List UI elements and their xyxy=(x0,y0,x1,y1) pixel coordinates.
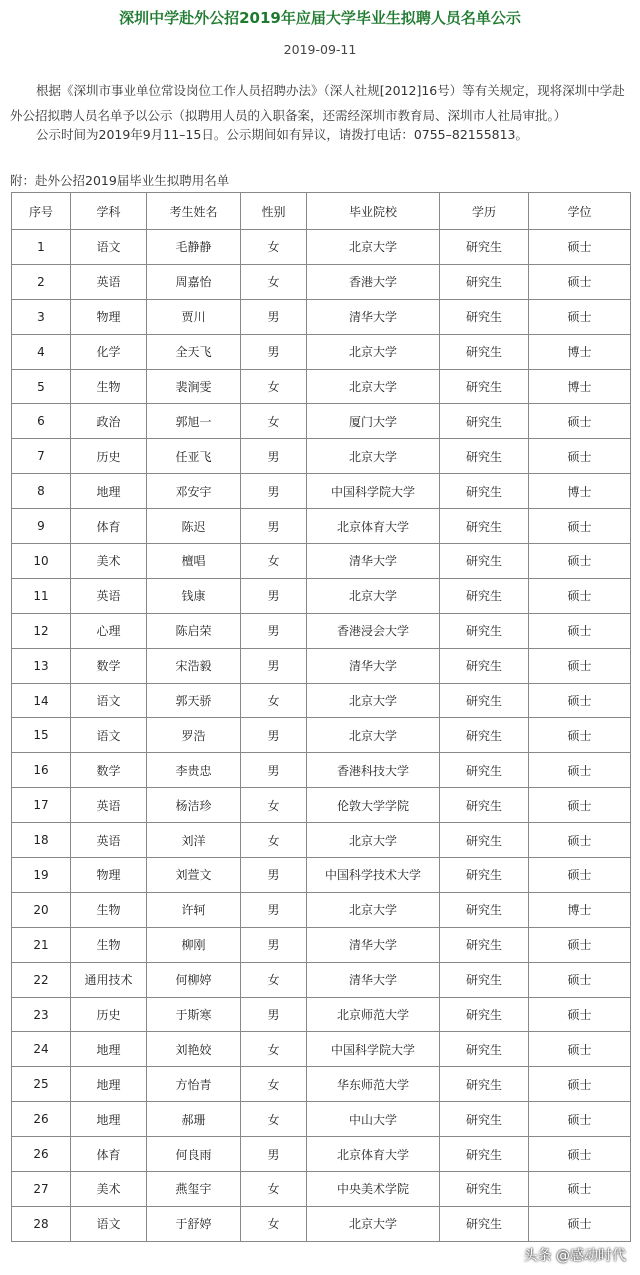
cell-subject: 英语 xyxy=(71,788,147,823)
cell-index: 14 xyxy=(12,683,71,718)
cell-name: 钱康 xyxy=(147,578,241,613)
cell-school: 北京大学 xyxy=(307,718,440,753)
cell-subject: 通用技术 xyxy=(71,962,147,997)
cell-degree: 硕士 xyxy=(529,823,631,858)
table-row xyxy=(12,264,631,299)
cell-education: 研究生 xyxy=(440,962,529,997)
cell-education: 研究生 xyxy=(440,578,529,613)
cell-name: 杨洁珍 xyxy=(147,788,241,823)
cell-education: 研究生 xyxy=(440,892,529,927)
cell-school: 清华大学 xyxy=(307,962,440,997)
table-row xyxy=(12,613,631,648)
cell-school: 伦敦大学学院 xyxy=(307,788,440,823)
cell-gender: 男 xyxy=(241,613,307,648)
cell-index: 25 xyxy=(12,1067,71,1102)
cell-index: 3 xyxy=(12,299,71,334)
cell-gender: 男 xyxy=(241,1137,307,1172)
cell-gender: 女 xyxy=(241,788,307,823)
cell-index: 16 xyxy=(12,753,71,788)
cell-gender: 女 xyxy=(241,544,307,579)
cell-school: 北京体育大学 xyxy=(307,1137,440,1172)
cell-gender: 男 xyxy=(241,509,307,544)
cell-index: 4 xyxy=(12,334,71,369)
header-name: 考生姓名 xyxy=(147,193,241,230)
cell-gender: 男 xyxy=(241,927,307,962)
cell-education: 研究生 xyxy=(440,1172,529,1207)
cell-degree: 博士 xyxy=(529,892,631,927)
cell-gender: 男 xyxy=(241,578,307,613)
cell-name: 方怡青 xyxy=(147,1067,241,1102)
cell-degree: 博士 xyxy=(529,474,631,509)
cell-subject: 地理 xyxy=(71,1032,147,1067)
cell-degree: 硕士 xyxy=(529,439,631,474)
cell-name: 何良雨 xyxy=(147,1137,241,1172)
cell-gender: 女 xyxy=(241,1032,307,1067)
cell-index: 12 xyxy=(12,613,71,648)
table-row xyxy=(12,474,631,509)
table-row xyxy=(12,509,631,544)
cell-index: 23 xyxy=(12,997,71,1032)
cell-degree: 硕士 xyxy=(529,264,631,299)
cell-degree: 硕士 xyxy=(529,1067,631,1102)
cell-subject: 美术 xyxy=(71,544,147,579)
cell-subject: 生物 xyxy=(71,927,147,962)
cell-education: 研究生 xyxy=(440,718,529,753)
cell-subject: 生物 xyxy=(71,369,147,404)
cell-index: 20 xyxy=(12,892,71,927)
cell-gender: 男 xyxy=(241,753,307,788)
cell-education: 研究生 xyxy=(440,369,529,404)
cell-index: 10 xyxy=(12,544,71,579)
cell-education: 研究生 xyxy=(440,788,529,823)
cell-degree: 硕士 xyxy=(529,648,631,683)
cell-subject: 化学 xyxy=(71,334,147,369)
table-header-row xyxy=(12,193,631,230)
cell-subject: 心理 xyxy=(71,613,147,648)
cell-education: 研究生 xyxy=(440,1137,529,1172)
table-row xyxy=(12,858,631,893)
cell-subject: 物理 xyxy=(71,858,147,893)
cell-gender: 男 xyxy=(241,892,307,927)
cell-index: 2 xyxy=(12,264,71,299)
table-row xyxy=(12,962,631,997)
table-row xyxy=(12,788,631,823)
cell-school: 中央美术学院 xyxy=(307,1172,440,1207)
cell-subject: 地理 xyxy=(71,474,147,509)
cell-subject: 英语 xyxy=(71,823,147,858)
cell-subject: 物理 xyxy=(71,299,147,334)
cell-education: 研究生 xyxy=(440,1102,529,1137)
table-row xyxy=(12,439,631,474)
cell-degree: 硕士 xyxy=(529,997,631,1032)
cell-degree: 硕士 xyxy=(529,683,631,718)
cell-gender: 女 xyxy=(241,369,307,404)
cell-name: 贾川 xyxy=(147,299,241,334)
cell-gender: 女 xyxy=(241,1206,307,1241)
cell-subject: 语文 xyxy=(71,1206,147,1241)
cell-gender: 男 xyxy=(241,439,307,474)
table-row xyxy=(12,753,631,788)
cell-index: 26 xyxy=(12,1137,71,1172)
cell-school: 中国科学院大学 xyxy=(307,474,440,509)
cell-index: 27 xyxy=(12,1172,71,1207)
appendix-caption: 附：赴外公招2019届毕业生拟聘用名单 xyxy=(10,173,230,188)
table-row xyxy=(12,404,631,439)
header-degree: 学位 xyxy=(529,193,631,230)
cell-index: 26 xyxy=(12,1102,71,1137)
cell-degree: 硕士 xyxy=(529,1137,631,1172)
cell-gender: 男 xyxy=(241,299,307,334)
cell-name: 郝珊 xyxy=(147,1102,241,1137)
header-subject: 学科 xyxy=(71,193,147,230)
cell-subject: 地理 xyxy=(71,1067,147,1102)
cell-school: 华东师范大学 xyxy=(307,1067,440,1102)
cell-name: 郭天骄 xyxy=(147,683,241,718)
cell-gender: 男 xyxy=(241,648,307,683)
cell-degree: 硕士 xyxy=(529,1206,631,1241)
table-row xyxy=(12,892,631,927)
cell-degree: 硕士 xyxy=(529,962,631,997)
cell-school: 香港科技大学 xyxy=(307,753,440,788)
cell-gender: 男 xyxy=(241,997,307,1032)
cell-school: 北京大学 xyxy=(307,369,440,404)
cell-subject: 政治 xyxy=(71,404,147,439)
cell-name: 刘艳姣 xyxy=(147,1032,241,1067)
cell-education: 研究生 xyxy=(440,509,529,544)
cell-name: 于舒婷 xyxy=(147,1206,241,1241)
cell-education: 研究生 xyxy=(440,927,529,962)
cell-name: 全天飞 xyxy=(147,334,241,369)
cell-index: 8 xyxy=(12,474,71,509)
cell-degree: 硕士 xyxy=(529,230,631,265)
cell-school: 北京体育大学 xyxy=(307,509,440,544)
cell-education: 研究生 xyxy=(440,683,529,718)
cell-degree: 硕士 xyxy=(529,578,631,613)
cell-degree: 硕士 xyxy=(529,927,631,962)
cell-subject: 数学 xyxy=(71,753,147,788)
cell-index: 5 xyxy=(12,369,71,404)
cell-gender: 女 xyxy=(241,1067,307,1102)
cell-gender: 女 xyxy=(241,264,307,299)
cell-gender: 男 xyxy=(241,334,307,369)
cell-education: 研究生 xyxy=(440,613,529,648)
cell-degree: 硕士 xyxy=(529,1102,631,1137)
cell-subject: 体育 xyxy=(71,509,147,544)
intro-paragraph: 根据《深圳市事业单位常设岗位工作人员招聘办法》（深人社规[2012]16号）等有关规定，现将深圳中学赴外公招拟聘人员名单予以公示（拟聘用人员的入职备案，还需经深圳市教育局、深圳市人社局审批。） xyxy=(10,83,625,123)
cell-gender: 男 xyxy=(241,858,307,893)
cell-education: 研究生 xyxy=(440,648,529,683)
table-row xyxy=(12,1137,631,1172)
header-index: 序号 xyxy=(12,193,71,230)
cell-name: 罗浩 xyxy=(147,718,241,753)
cell-gender: 男 xyxy=(241,718,307,753)
header-education: 学历 xyxy=(440,193,529,230)
cell-degree: 硕士 xyxy=(529,613,631,648)
cell-name: 柳刚 xyxy=(147,927,241,962)
cell-index: 1 xyxy=(12,230,71,265)
cell-name: 李贵忠 xyxy=(147,753,241,788)
cell-education: 研究生 xyxy=(440,753,529,788)
cell-index: 19 xyxy=(12,858,71,893)
cell-education: 研究生 xyxy=(440,544,529,579)
cell-education: 研究生 xyxy=(440,334,529,369)
cell-subject: 数学 xyxy=(71,648,147,683)
cell-gender: 男 xyxy=(241,474,307,509)
table-row xyxy=(12,230,631,265)
cell-index: 28 xyxy=(12,1206,71,1241)
cell-name: 于斯寒 xyxy=(147,997,241,1032)
cell-education: 研究生 xyxy=(440,823,529,858)
cell-degree: 硕士 xyxy=(529,1172,631,1207)
cell-name: 郭旭一 xyxy=(147,404,241,439)
table-row xyxy=(12,1032,631,1067)
cell-education: 研究生 xyxy=(440,1206,529,1241)
table-row xyxy=(12,823,631,858)
cell-name: 刘萱文 xyxy=(147,858,241,893)
cell-name: 任亚飞 xyxy=(147,439,241,474)
cell-subject: 美术 xyxy=(71,1172,147,1207)
cell-name: 周嘉怡 xyxy=(147,264,241,299)
cell-school: 中国科学院大学 xyxy=(307,1032,440,1067)
cell-index: 22 xyxy=(12,962,71,997)
table-row xyxy=(12,334,631,369)
cell-education: 研究生 xyxy=(440,439,529,474)
cell-degree: 硕士 xyxy=(529,788,631,823)
table-row xyxy=(12,683,631,718)
cell-school: 北京大学 xyxy=(307,1206,440,1241)
cell-school: 清华大学 xyxy=(307,544,440,579)
cell-school: 北京师范大学 xyxy=(307,997,440,1032)
cell-school: 北京大学 xyxy=(307,439,440,474)
cell-subject: 历史 xyxy=(71,997,147,1032)
table-row xyxy=(12,1206,631,1241)
cell-education: 研究生 xyxy=(440,997,529,1032)
cell-degree: 硕士 xyxy=(529,718,631,753)
cell-subject: 语文 xyxy=(71,718,147,753)
cell-subject: 英语 xyxy=(71,578,147,613)
table-row xyxy=(12,299,631,334)
cell-degree: 硕士 xyxy=(529,509,631,544)
cell-gender: 女 xyxy=(241,1172,307,1207)
cell-gender: 女 xyxy=(241,1102,307,1137)
cell-gender: 女 xyxy=(241,404,307,439)
table-row xyxy=(12,648,631,683)
cell-education: 研究生 xyxy=(440,858,529,893)
cell-name: 宋浩毅 xyxy=(147,648,241,683)
table-row xyxy=(12,578,631,613)
cell-education: 研究生 xyxy=(440,299,529,334)
page-title: 深圳中学赴外公招2019年应届大学毕业生拟聘人员名单公示 xyxy=(119,9,521,27)
cell-school: 香港大学 xyxy=(307,264,440,299)
cell-education: 研究生 xyxy=(440,1067,529,1102)
cell-education: 研究生 xyxy=(440,404,529,439)
cell-school: 清华大学 xyxy=(307,927,440,962)
cell-degree: 硕士 xyxy=(529,544,631,579)
hire-list-table xyxy=(11,192,631,1242)
header-gender: 性别 xyxy=(241,193,307,230)
table-row xyxy=(12,718,631,753)
cell-education: 研究生 xyxy=(440,230,529,265)
cell-school: 北京大学 xyxy=(307,892,440,927)
notice-period: 公示时间为2019年9月11–15日。公示期间如有异议，请拨打电话：0755–82155813。 xyxy=(36,127,529,142)
cell-degree: 硕士 xyxy=(529,858,631,893)
cell-index: 18 xyxy=(12,823,71,858)
cell-subject: 地理 xyxy=(71,1102,147,1137)
cell-school: 北京大学 xyxy=(307,230,440,265)
cell-school: 香港浸会大学 xyxy=(307,613,440,648)
cell-subject: 体育 xyxy=(71,1137,147,1172)
cell-index: 7 xyxy=(12,439,71,474)
header-school: 毕业院校 xyxy=(307,193,440,230)
table-row xyxy=(12,997,631,1032)
cell-name: 刘洋 xyxy=(147,823,241,858)
publish-date: 2019-09-11 xyxy=(283,42,357,57)
cell-subject: 语文 xyxy=(71,230,147,265)
cell-school: 北京大学 xyxy=(307,823,440,858)
table-row xyxy=(12,369,631,404)
cell-name: 邓安宇 xyxy=(147,474,241,509)
cell-index: 9 xyxy=(12,509,71,544)
cell-index: 13 xyxy=(12,648,71,683)
cell-school: 清华大学 xyxy=(307,648,440,683)
cell-name: 檀唱 xyxy=(147,544,241,579)
cell-degree: 博士 xyxy=(529,334,631,369)
cell-gender: 女 xyxy=(241,230,307,265)
cell-degree: 硕士 xyxy=(529,1032,631,1067)
cell-degree: 硕士 xyxy=(529,404,631,439)
cell-school: 中山大学 xyxy=(307,1102,440,1137)
cell-subject: 语文 xyxy=(71,683,147,718)
cell-index: 15 xyxy=(12,718,71,753)
cell-name: 毛静静 xyxy=(147,230,241,265)
cell-name: 许轲 xyxy=(147,892,241,927)
cell-index: 17 xyxy=(12,788,71,823)
cell-school: 厦门大学 xyxy=(307,404,440,439)
cell-degree: 硕士 xyxy=(529,753,631,788)
table-row xyxy=(12,927,631,962)
cell-name: 陈启荣 xyxy=(147,613,241,648)
cell-name: 陈迟 xyxy=(147,509,241,544)
cell-education: 研究生 xyxy=(440,1032,529,1067)
cell-education: 研究生 xyxy=(440,264,529,299)
cell-gender: 女 xyxy=(241,823,307,858)
cell-gender: 女 xyxy=(241,683,307,718)
table-row xyxy=(12,1067,631,1102)
cell-school: 北京大学 xyxy=(307,334,440,369)
cell-index: 24 xyxy=(12,1032,71,1067)
cell-school: 清华大学 xyxy=(307,299,440,334)
watermark: 头条 @感动时代 xyxy=(523,1248,626,1264)
cell-subject: 英语 xyxy=(71,264,147,299)
cell-degree: 博士 xyxy=(529,369,631,404)
cell-name: 何柳婷 xyxy=(147,962,241,997)
table-row xyxy=(12,1102,631,1137)
table-row xyxy=(12,1172,631,1207)
cell-name: 燕玺宇 xyxy=(147,1172,241,1207)
cell-subject: 历史 xyxy=(71,439,147,474)
cell-school: 北京大学 xyxy=(307,683,440,718)
cell-gender: 女 xyxy=(241,962,307,997)
cell-degree: 硕士 xyxy=(529,299,631,334)
cell-education: 研究生 xyxy=(440,474,529,509)
cell-index: 6 xyxy=(12,404,71,439)
cell-school: 中国科学技术大学 xyxy=(307,858,440,893)
cell-index: 11 xyxy=(12,578,71,613)
cell-subject: 生物 xyxy=(71,892,147,927)
cell-index: 21 xyxy=(12,927,71,962)
cell-name: 裴涧雯 xyxy=(147,369,241,404)
table-row xyxy=(12,544,631,579)
cell-school: 北京大学 xyxy=(307,578,440,613)
